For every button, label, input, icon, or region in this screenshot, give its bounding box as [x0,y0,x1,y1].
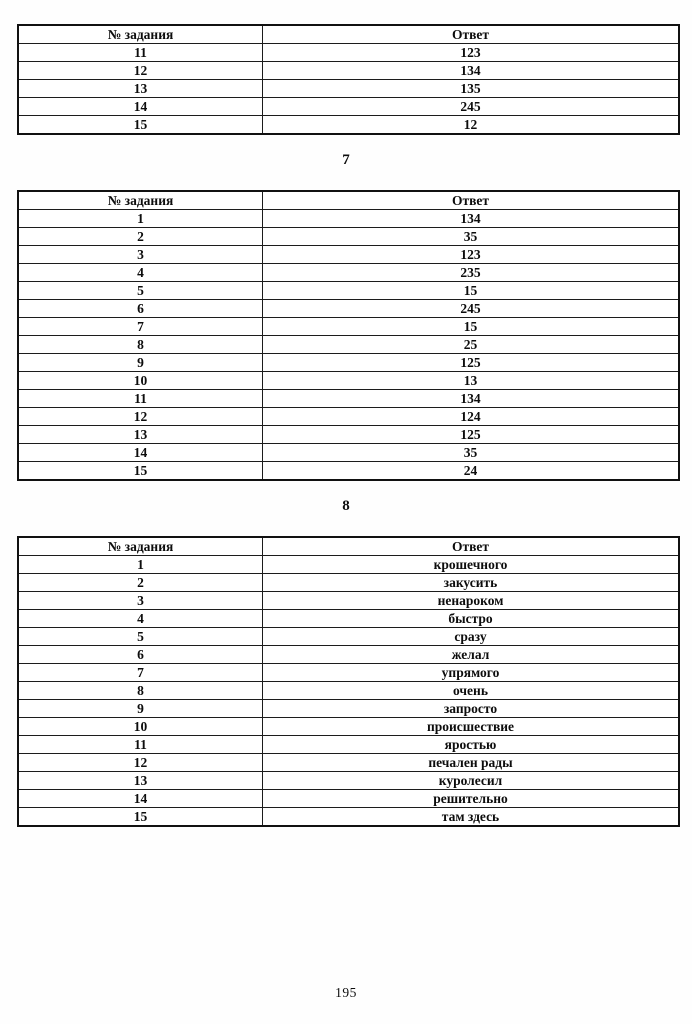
answer-cell: 25 [263,336,680,354]
answer-cell: сразу [263,628,680,646]
table-row [18,408,679,426]
answers-table-section-7 [17,190,680,481]
col-header-task-number: № задания [18,191,263,210]
table-row [18,682,679,700]
task-number-cell: 8 [18,336,263,354]
task-number-cell: 3 [18,246,263,264]
answer-cell: 125 [263,426,680,444]
task-number-cell: 13 [18,772,263,790]
col-header-task-number: № задания [18,25,263,44]
task-number-cell: 5 [18,628,263,646]
table-row [18,808,679,827]
section-heading-8: 8 [342,498,350,514]
table-row [18,282,679,300]
task-number-cell: 7 [18,318,263,336]
table-row [18,210,679,228]
answers-table-section-8 [17,536,680,827]
answer-cell: 13 [263,372,680,390]
section-heading-7: 7 [342,152,350,168]
task-number-cell: 15 [18,462,263,481]
task-number-cell: 9 [18,354,263,372]
task-number-cell: 11 [18,390,263,408]
answer-cell: 134 [263,390,680,408]
table-row [18,700,679,718]
answer-cell: 15 [263,318,680,336]
table-row [18,354,679,372]
task-number-cell: 4 [18,264,263,282]
table-row [18,44,679,62]
task-number-cell: 2 [18,574,263,592]
answer-cell: 35 [263,228,680,246]
answer-cell: 245 [263,300,680,318]
table-row [18,390,679,408]
answer-cell: очень [263,682,680,700]
answer-cell: куролесил [263,772,680,790]
answer-cell: решительно [263,790,680,808]
task-number-cell: 7 [18,664,263,682]
answer-cell: быстро [263,610,680,628]
task-number-cell: 1 [18,210,263,228]
table-row [18,718,679,736]
answer-cell: 123 [263,246,680,264]
answer-cell: ненароком [263,592,680,610]
task-number-cell: 12 [18,754,263,772]
task-number-cell: 11 [18,44,263,62]
answer-cell: 24 [263,462,680,481]
table-row [18,300,679,318]
task-number-cell: 13 [18,80,263,98]
table-row [18,574,679,592]
table-row [18,264,679,282]
col-header-answer: Ответ [263,537,680,556]
task-number-cell: 1 [18,556,263,574]
answer-cell: крошечного [263,556,680,574]
task-number-cell: 15 [18,116,263,135]
table-header-row [18,537,679,556]
table-row [18,318,679,336]
task-number-cell: 2 [18,228,263,246]
table-row [18,116,679,135]
task-number-cell: 14 [18,790,263,808]
answer-cell: 125 [263,354,680,372]
answer-cell: яростью [263,736,680,754]
answer-cell: происшествие [263,718,680,736]
task-number-cell: 14 [18,444,263,462]
col-header-task-number: № задания [18,537,263,556]
task-number-cell: 11 [18,736,263,754]
table-row [18,62,679,80]
answer-cell: запросто [263,700,680,718]
task-number-cell: 13 [18,426,263,444]
task-number-cell: 6 [18,300,263,318]
task-number-cell: 10 [18,718,263,736]
table-row [18,556,679,574]
answer-cell: желал [263,646,680,664]
task-number-cell: 12 [18,408,263,426]
table-row [18,646,679,664]
table-row [18,754,679,772]
task-number-cell: 15 [18,808,263,827]
page-number: 195 [335,985,357,1000]
answer-cell: 123 [263,44,680,62]
table-row [18,80,679,98]
table-row [18,592,679,610]
answer-cell: 134 [263,210,680,228]
answer-cell: печален рады [263,754,680,772]
answer-cell: 245 [263,98,680,116]
answer-cell: 35 [263,444,680,462]
task-number-cell: 8 [18,682,263,700]
table-row [18,228,679,246]
answer-cell: там здесь [263,808,680,827]
task-number-cell: 12 [18,62,263,80]
table-row [18,336,679,354]
table-row [18,372,679,390]
col-header-answer: Ответ [263,25,680,44]
table-row [18,426,679,444]
table-row [18,98,679,116]
answer-cell: 235 [263,264,680,282]
table-row [18,664,679,682]
task-number-cell: 14 [18,98,263,116]
answer-cell: 124 [263,408,680,426]
task-number-cell: 4 [18,610,263,628]
table-row [18,462,679,481]
answer-cell: 12 [263,116,680,135]
answer-cell: 15 [263,282,680,300]
task-number-cell: 10 [18,372,263,390]
table-row [18,610,679,628]
table-row [18,628,679,646]
table-row [18,736,679,754]
task-number-cell: 5 [18,282,263,300]
answers-table-section-6-continued [17,24,680,135]
task-number-cell: 6 [18,646,263,664]
answer-cell: 135 [263,80,680,98]
table-header-row [18,191,679,210]
col-header-answer: Ответ [263,191,680,210]
table-row [18,790,679,808]
table-row [18,444,679,462]
task-number-cell: 3 [18,592,263,610]
table-row [18,246,679,264]
table-header-row [18,25,679,44]
answer-cell: закусить [263,574,680,592]
answer-cell: упрямого [263,664,680,682]
task-number-cell: 9 [18,700,263,718]
table-row [18,772,679,790]
answer-cell: 134 [263,62,680,80]
